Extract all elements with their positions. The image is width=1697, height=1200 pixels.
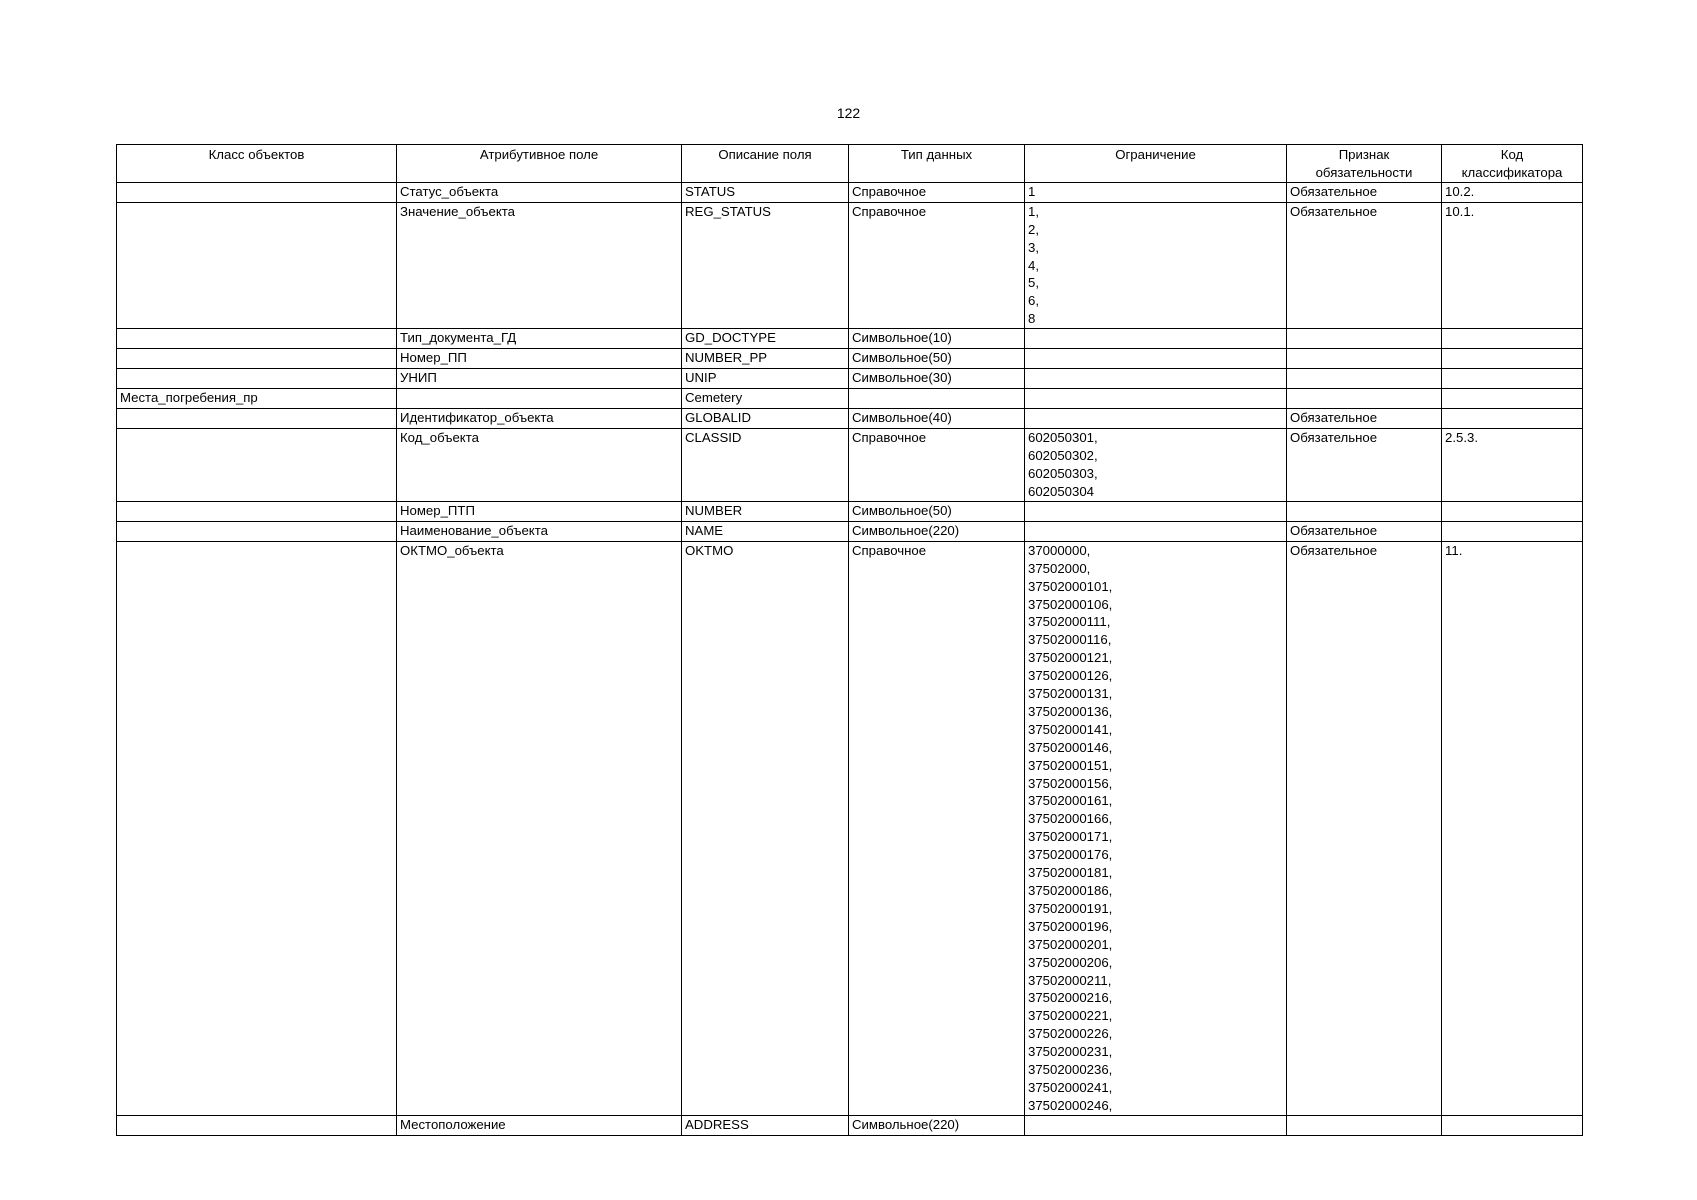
cell-description: REG_STATUS: [682, 202, 849, 328]
cell-description: STATUS: [682, 182, 849, 202]
cell-datatype: Справочное: [849, 202, 1025, 328]
cell-classifier: 11.: [1442, 541, 1583, 1115]
cell-description: NUMBER: [682, 501, 849, 521]
cell-class: [117, 369, 397, 389]
cell-restriction: [1025, 1115, 1287, 1135]
cell-datatype: Символьное(50): [849, 349, 1025, 369]
table-row: [117, 182, 1583, 202]
cell-classifier: 2.5.3.: [1442, 429, 1583, 502]
cell-required: [1287, 389, 1442, 409]
header-attribute: Атрибутивное поле: [397, 145, 682, 183]
table-row: [117, 429, 1583, 502]
cell-description: ADDRESS: [682, 1115, 849, 1135]
header-description: Описание поля: [682, 145, 849, 183]
table-row: [117, 329, 1583, 349]
cell-attribute: Статус_объекта: [397, 182, 682, 202]
cell-datatype: Символьное(220): [849, 1115, 1025, 1135]
cell-class: [117, 329, 397, 349]
cell-required: [1287, 501, 1442, 521]
cell-class: Места_погребения_пр: [117, 389, 397, 409]
cell-class: [117, 182, 397, 202]
cell-datatype: Справочное: [849, 429, 1025, 502]
cell-class: [117, 349, 397, 369]
cell-attribute: [397, 389, 682, 409]
cell-required: Обязательное: [1287, 541, 1442, 1115]
cell-datatype: Справочное: [849, 541, 1025, 1115]
cell-classifier: [1442, 369, 1583, 389]
cell-required: [1287, 369, 1442, 389]
cell-description: NUMBER_PP: [682, 349, 849, 369]
cell-restriction: 1: [1025, 182, 1287, 202]
table-row: [117, 349, 1583, 369]
cell-class: [117, 501, 397, 521]
attributes-table: [116, 144, 1583, 1136]
cell-classifier: 10.1.: [1442, 202, 1583, 328]
cell-datatype: Справочное: [849, 182, 1025, 202]
table-row: [117, 501, 1583, 521]
cell-description: NAME: [682, 521, 849, 541]
header-row: [117, 145, 1583, 183]
header-restriction: Ограничение: [1025, 145, 1287, 183]
cell-classifier: [1442, 349, 1583, 369]
table-row: [117, 389, 1583, 409]
cell-restriction: [1025, 349, 1287, 369]
cell-attribute: Идентификатор_объекта: [397, 409, 682, 429]
cell-required: [1287, 349, 1442, 369]
cell-classifier: [1442, 409, 1583, 429]
cell-attribute: Код_объекта: [397, 429, 682, 502]
cell-attribute: Номер_ПП: [397, 349, 682, 369]
table-row: [117, 409, 1583, 429]
page-number: 122: [836, 105, 861, 121]
cell-required: Обязательное: [1287, 409, 1442, 429]
cell-required: [1287, 329, 1442, 349]
cell-attribute: Значение_объекта: [397, 202, 682, 328]
table-body: [117, 182, 1583, 1135]
cell-classifier: [1442, 521, 1583, 541]
cell-restriction: [1025, 329, 1287, 349]
cell-required: Обязательное: [1287, 182, 1442, 202]
cell-classifier: [1442, 389, 1583, 409]
cell-description: CLASSID: [682, 429, 849, 502]
cell-datatype: Символьное(10): [849, 329, 1025, 349]
cell-classifier: [1442, 501, 1583, 521]
cell-attribute: ОКТМО_объекта: [397, 541, 682, 1115]
cell-datatype: Символьное(40): [849, 409, 1025, 429]
cell-datatype: Символьное(220): [849, 521, 1025, 541]
cell-classifier: 10.2.: [1442, 182, 1583, 202]
cell-restriction: [1025, 501, 1287, 521]
cell-restriction: 37000000, 37502000, 37502000101, 37502000106, 37502000111, 37502000116, 37502000121, 37502000126, 37502000131, 37502000136, 37502000141, 37502000146, 37502000151, 37502000156, 37502000161, 37502000166, 37502000171, 37502000176, 37502000181, 37502000186, 37502000191, 37502000196, 37502000201, 37502000206, 37502000211, 37502000216, 37502000221, 37502000226, 37502000231, 37502000236, 37502000241, 37502000246,: [1025, 541, 1287, 1115]
table-row: [117, 1115, 1583, 1135]
cell-datatype: [849, 389, 1025, 409]
cell-attribute: Номер_ПТП: [397, 501, 682, 521]
cell-class: [117, 202, 397, 328]
cell-datatype: Символьное(30): [849, 369, 1025, 389]
cell-class: [117, 541, 397, 1115]
cell-attribute: Местоположение: [397, 1115, 682, 1135]
table-row: [117, 369, 1583, 389]
cell-required: Обязательное: [1287, 521, 1442, 541]
table-row: [117, 521, 1583, 541]
cell-restriction: [1025, 521, 1287, 541]
cell-attribute: Наименование_объекта: [397, 521, 682, 541]
cell-datatype: Символьное(50): [849, 501, 1025, 521]
cell-class: [117, 409, 397, 429]
cell-restriction: [1025, 389, 1287, 409]
cell-attribute: УНИП: [397, 369, 682, 389]
header-class: Класс объектов: [117, 145, 397, 183]
cell-description: GD_DOCTYPE: [682, 329, 849, 349]
cell-restriction: 602050301, 602050302, 602050303, 602050304: [1025, 429, 1287, 502]
cell-required: Обязательное: [1287, 429, 1442, 502]
cell-attribute: Тип_документа_ГД: [397, 329, 682, 349]
cell-required: [1287, 1115, 1442, 1135]
cell-class: [117, 521, 397, 541]
cell-restriction: 1, 2, 3, 4, 5, 6, 8: [1025, 202, 1287, 328]
table-row: [117, 202, 1583, 328]
cell-classifier: [1442, 1115, 1583, 1135]
cell-required: Обязательное: [1287, 202, 1442, 328]
header-required: Признак обязательности: [1287, 145, 1442, 183]
header-classifier: Код классификатора: [1442, 145, 1583, 183]
cell-description: UNIP: [682, 369, 849, 389]
cell-description: OKTMO: [682, 541, 849, 1115]
cell-class: [117, 429, 397, 502]
cell-description: Cemetery: [682, 389, 849, 409]
cell-class: [117, 1115, 397, 1135]
header-datatype: Тип данных: [849, 145, 1025, 183]
cell-description: GLOBALID: [682, 409, 849, 429]
cell-classifier: [1442, 329, 1583, 349]
cell-restriction: [1025, 409, 1287, 429]
table-row: [117, 541, 1583, 1115]
cell-restriction: [1025, 369, 1287, 389]
